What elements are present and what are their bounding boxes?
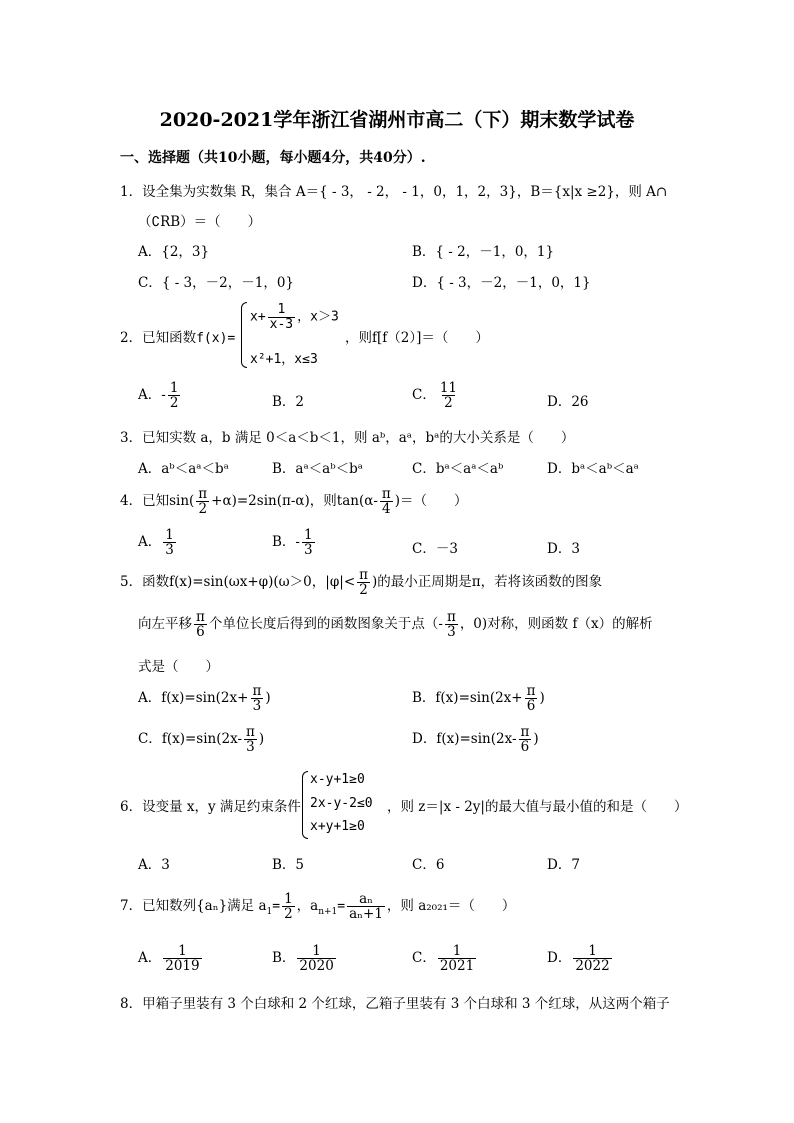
question-2-prefix: 2．已知函数f(x)= (120, 330, 236, 346)
q4-option-c: C．－3 (412, 541, 458, 557)
constraint-brace (302, 771, 308, 839)
q1-option-b: B．{ - 2，－1，0，1} (412, 244, 555, 260)
q3-option-b: B．aᵃ＜aᵇ＜bᵃ (272, 461, 363, 477)
question-2-suffix: ，则f[f（2）]＝（ ） (345, 330, 489, 346)
section-heading: 一、选择题（共10小题，每小题4分，共40分）. (120, 150, 426, 166)
q5-option-c: C．f(x)=sin(2x- $\frac{\pi}{3}$ ) (138, 724, 265, 756)
q4-option-d: D．3 (547, 541, 580, 557)
question-7-stem: 7．已知数列{aₙ}满足 $a_1=$ $\frac{1}{2}$ ，$a_{n+1}=$ $\frac{\text{aₙ}}{\text{aₙ+1}}$ ，则 a₂₀₂₁＝（ ） (120, 891, 516, 923)
q5-option-d: D．f(x)=sin(2x- $\frac{\pi}{6}$ ) (412, 724, 539, 756)
q3-option-a: A．aᵇ＜aᵃ＜bᵃ (138, 461, 229, 477)
q5-option-a: A．f(x)=sin(2x+ $\frac{\pi}{3}$ ) (138, 683, 271, 715)
q7-option-d: D． $\frac{1}{2022}$ (547, 943, 610, 975)
q2-case-2: x²+1，x≤3 (250, 352, 318, 367)
question-1-line1: 1．设全集为实数集 R，集合 A＝{ - 3， - 2， - 1，0，1，2，3}，B＝{x|x ≥2}，则 A∩ (120, 184, 668, 200)
q6-constraint-3: x+y+1≥0 (310, 819, 365, 834)
q3-option-d: D．bᵃ＜aᵇ＜aᵃ (547, 461, 639, 477)
q2-option-a: A．- $\frac{1}{2}$ (138, 380, 179, 412)
q7-option-c: C． $\frac{1}{2021}$ (412, 943, 475, 975)
q1-option-a: A．{2，3} (138, 244, 210, 260)
q2-option-b: B．2 (272, 394, 305, 410)
q5-option-b: B．f(x)=sin(2x+ $\frac{\pi}{6}$ ) (412, 683, 545, 715)
question-5-line2: 向左平移 $\frac{\pi}{6}$ 个单位长度后得到的函数图象关于点（- $\frac{\pi}{3}$ ，0)对称，则函数 f（x）的解析 (138, 609, 653, 641)
q6-option-a: A．3 (138, 857, 170, 873)
q2-case-1: x+ $\frac{1}{x-3}$ ，x＞3 (250, 302, 339, 332)
q6-option-d: D．7 (547, 857, 580, 873)
q3-option-c: C．bᵃ＜aᵃ＜aᵇ (412, 461, 504, 477)
q7-option-b: B． $\frac{1}{2020}$ (272, 943, 334, 975)
question-5-line3: 式是（ ） (138, 659, 219, 675)
q6-option-c: C．6 (412, 857, 445, 873)
q4-option-b: B．- $\frac{1}{3}$ (272, 527, 313, 559)
question-4-stem: 4．已知sin( $\frac{\pi}{2}$ +α)=2sin(π-α)，则tan(α- $\frac{\pi}{4}$ )＝（ ） (120, 486, 468, 518)
question-6-prefix: 6．设变量 x，y 满足约束条件 (120, 799, 301, 815)
q6-constraint-1: x-y+1≥0 (310, 772, 365, 787)
question-8-stem: 8．甲箱子里装有 3 个白球和 2 个红球，乙箱子里装有 3 个白球和 3 个红球，从这两个箱子 (120, 996, 670, 1012)
q2-option-d: D．26 (547, 394, 589, 410)
question-5-line1: 5．函数f(x)=sin(ωx+φ)(ω＞0，|φ|< $\frac{\pi}{2}$ )的最小正周期是π，若将该函数的图象 (120, 567, 603, 599)
q7-option-a: A． $\frac{1}{2019}$ (138, 943, 200, 975)
question-1-line2: （∁RB）＝（ ） (138, 214, 262, 230)
q4-option-a: A． $\frac{1}{3}$ (138, 527, 174, 559)
q1-option-d: D．{ - 3，－2，－1，0，1} (412, 275, 591, 291)
q6-option-b: B．5 (272, 857, 305, 873)
q2-option-c: C． $\frac{11}{2}$ (412, 380, 458, 412)
q6-constraint-2: 2x-y-2≤0 (310, 796, 373, 811)
question-3-stem: 3．已知实数 a，b 满足 0＜a＜b＜1，则 aᵇ，aᵃ，bᵃ的大小关系是（ ） (120, 430, 575, 446)
q1-option-c: C．{ - 3，－2，－1，0} (138, 275, 295, 291)
page-title: 2020-2021学年浙江省湖州市高二（下）期末数学试卷 (159, 109, 635, 131)
piecewise-brace (241, 302, 247, 368)
question-6-suffix: ，则 z＝|x - 2y|的最大值与最小值的和是（ ） (387, 799, 688, 815)
